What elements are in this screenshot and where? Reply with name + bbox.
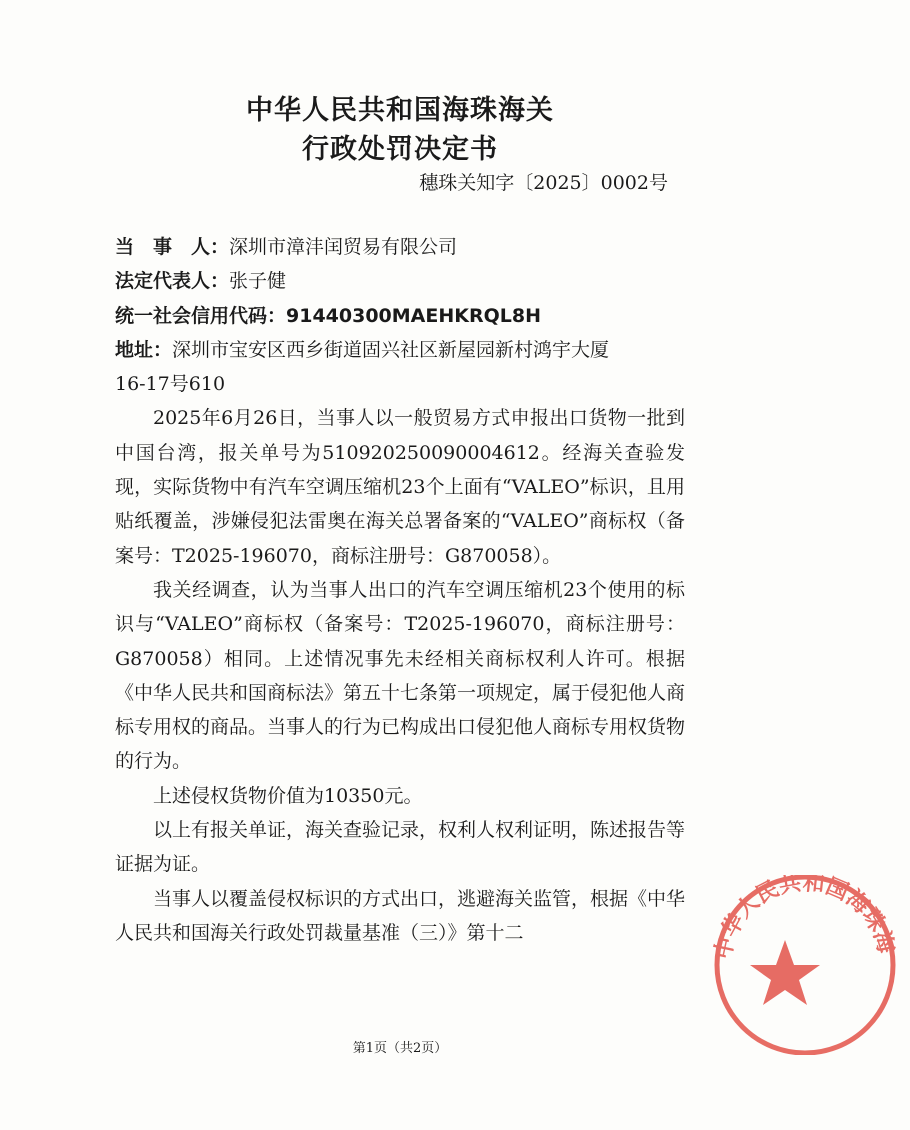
paragraph-evidence: 以上有报关单证，海关查验记录，权利人权利证明，陈述报告等证据为证。 — [115, 819, 686, 876]
seal-text: 中华人民共和国海珠海 — [710, 875, 899, 962]
address-value: 深圳市宝安区西乡街道固兴社区新屋园新村鸿宇大厦 — [172, 338, 610, 361]
credit-code-row — [115, 299, 685, 333]
credit-code-value: 91440300MAEHKRQL8H — [286, 304, 542, 327]
paragraph-basis: 当事人以覆盖侵权标识的方式出口，逃避海关监管，根据《中华人民共和国海关行政处罚裁量基准（三）》第十二 — [115, 887, 686, 944]
document-title-line1: 中华人民共和国海珠海关 — [246, 95, 554, 126]
paragraph-list — [115, 401, 685, 950]
address-row — [115, 333, 685, 367]
legal-rep-row — [115, 264, 685, 298]
legal-rep-value: 张子健 — [229, 270, 287, 293]
paragraph-investigation: 我关经调查，认为当事人出口的汽车空调压缩机23个使用的标识与“VALEO”商标权（备案号：T2025-196070，商标注册号：G870058）相同。上述情况事先未经相关商标权利人许可。根据《中华人民共和国商标法》第五十七条第一项规定，属于侵犯他人商标专用权的商品。当事人的行为已构成出口侵犯他人商标专用权货物的行为。 — [115, 578, 686, 773]
credit-code-label: 统一社会信用代码： — [115, 304, 287, 327]
page-footer: 第1页（共2页） — [352, 1041, 448, 1056]
address-label: 地址： — [115, 338, 173, 361]
legal-rep-label: 法定代表人： — [115, 270, 230, 293]
party-label: 当 事 人： — [115, 236, 230, 258]
party-value: 深圳市漳沣闰贸易有限公司 — [229, 236, 458, 258]
paragraph-value: 上述侵权货物价值为10350元。 — [153, 784, 423, 807]
official-seal — [690, 875, 899, 1055]
address-row-cont — [115, 367, 685, 401]
document-body — [115, 230, 685, 950]
seal-stamp-icon — [690, 875, 910, 1055]
document-title-line2: 行政处罚决定书 — [302, 134, 498, 165]
party-row — [115, 230, 685, 264]
address-value-cont: 16-17号610 — [115, 373, 226, 396]
document-number: 穗珠关知字〔2025〕0002号 — [419, 172, 668, 194]
svg-text:中华人民共和国海珠海关 — [690, 875, 900, 961]
paragraph-facts: 2025年6月26日，当事人以一般贸易方式申报出口货物一批到中国台湾，报关单号为510920250090004612。经海关查验发现，实际货物中有汽车空调压缩机23个上面有“VALEO”标识，且用贴纸覆盖，涉嫌侵犯法雷奥在海关总署备案的“VALEO”商标权（备案号：T2025-196070，商标注册号：G870058）。 — [115, 407, 685, 567]
